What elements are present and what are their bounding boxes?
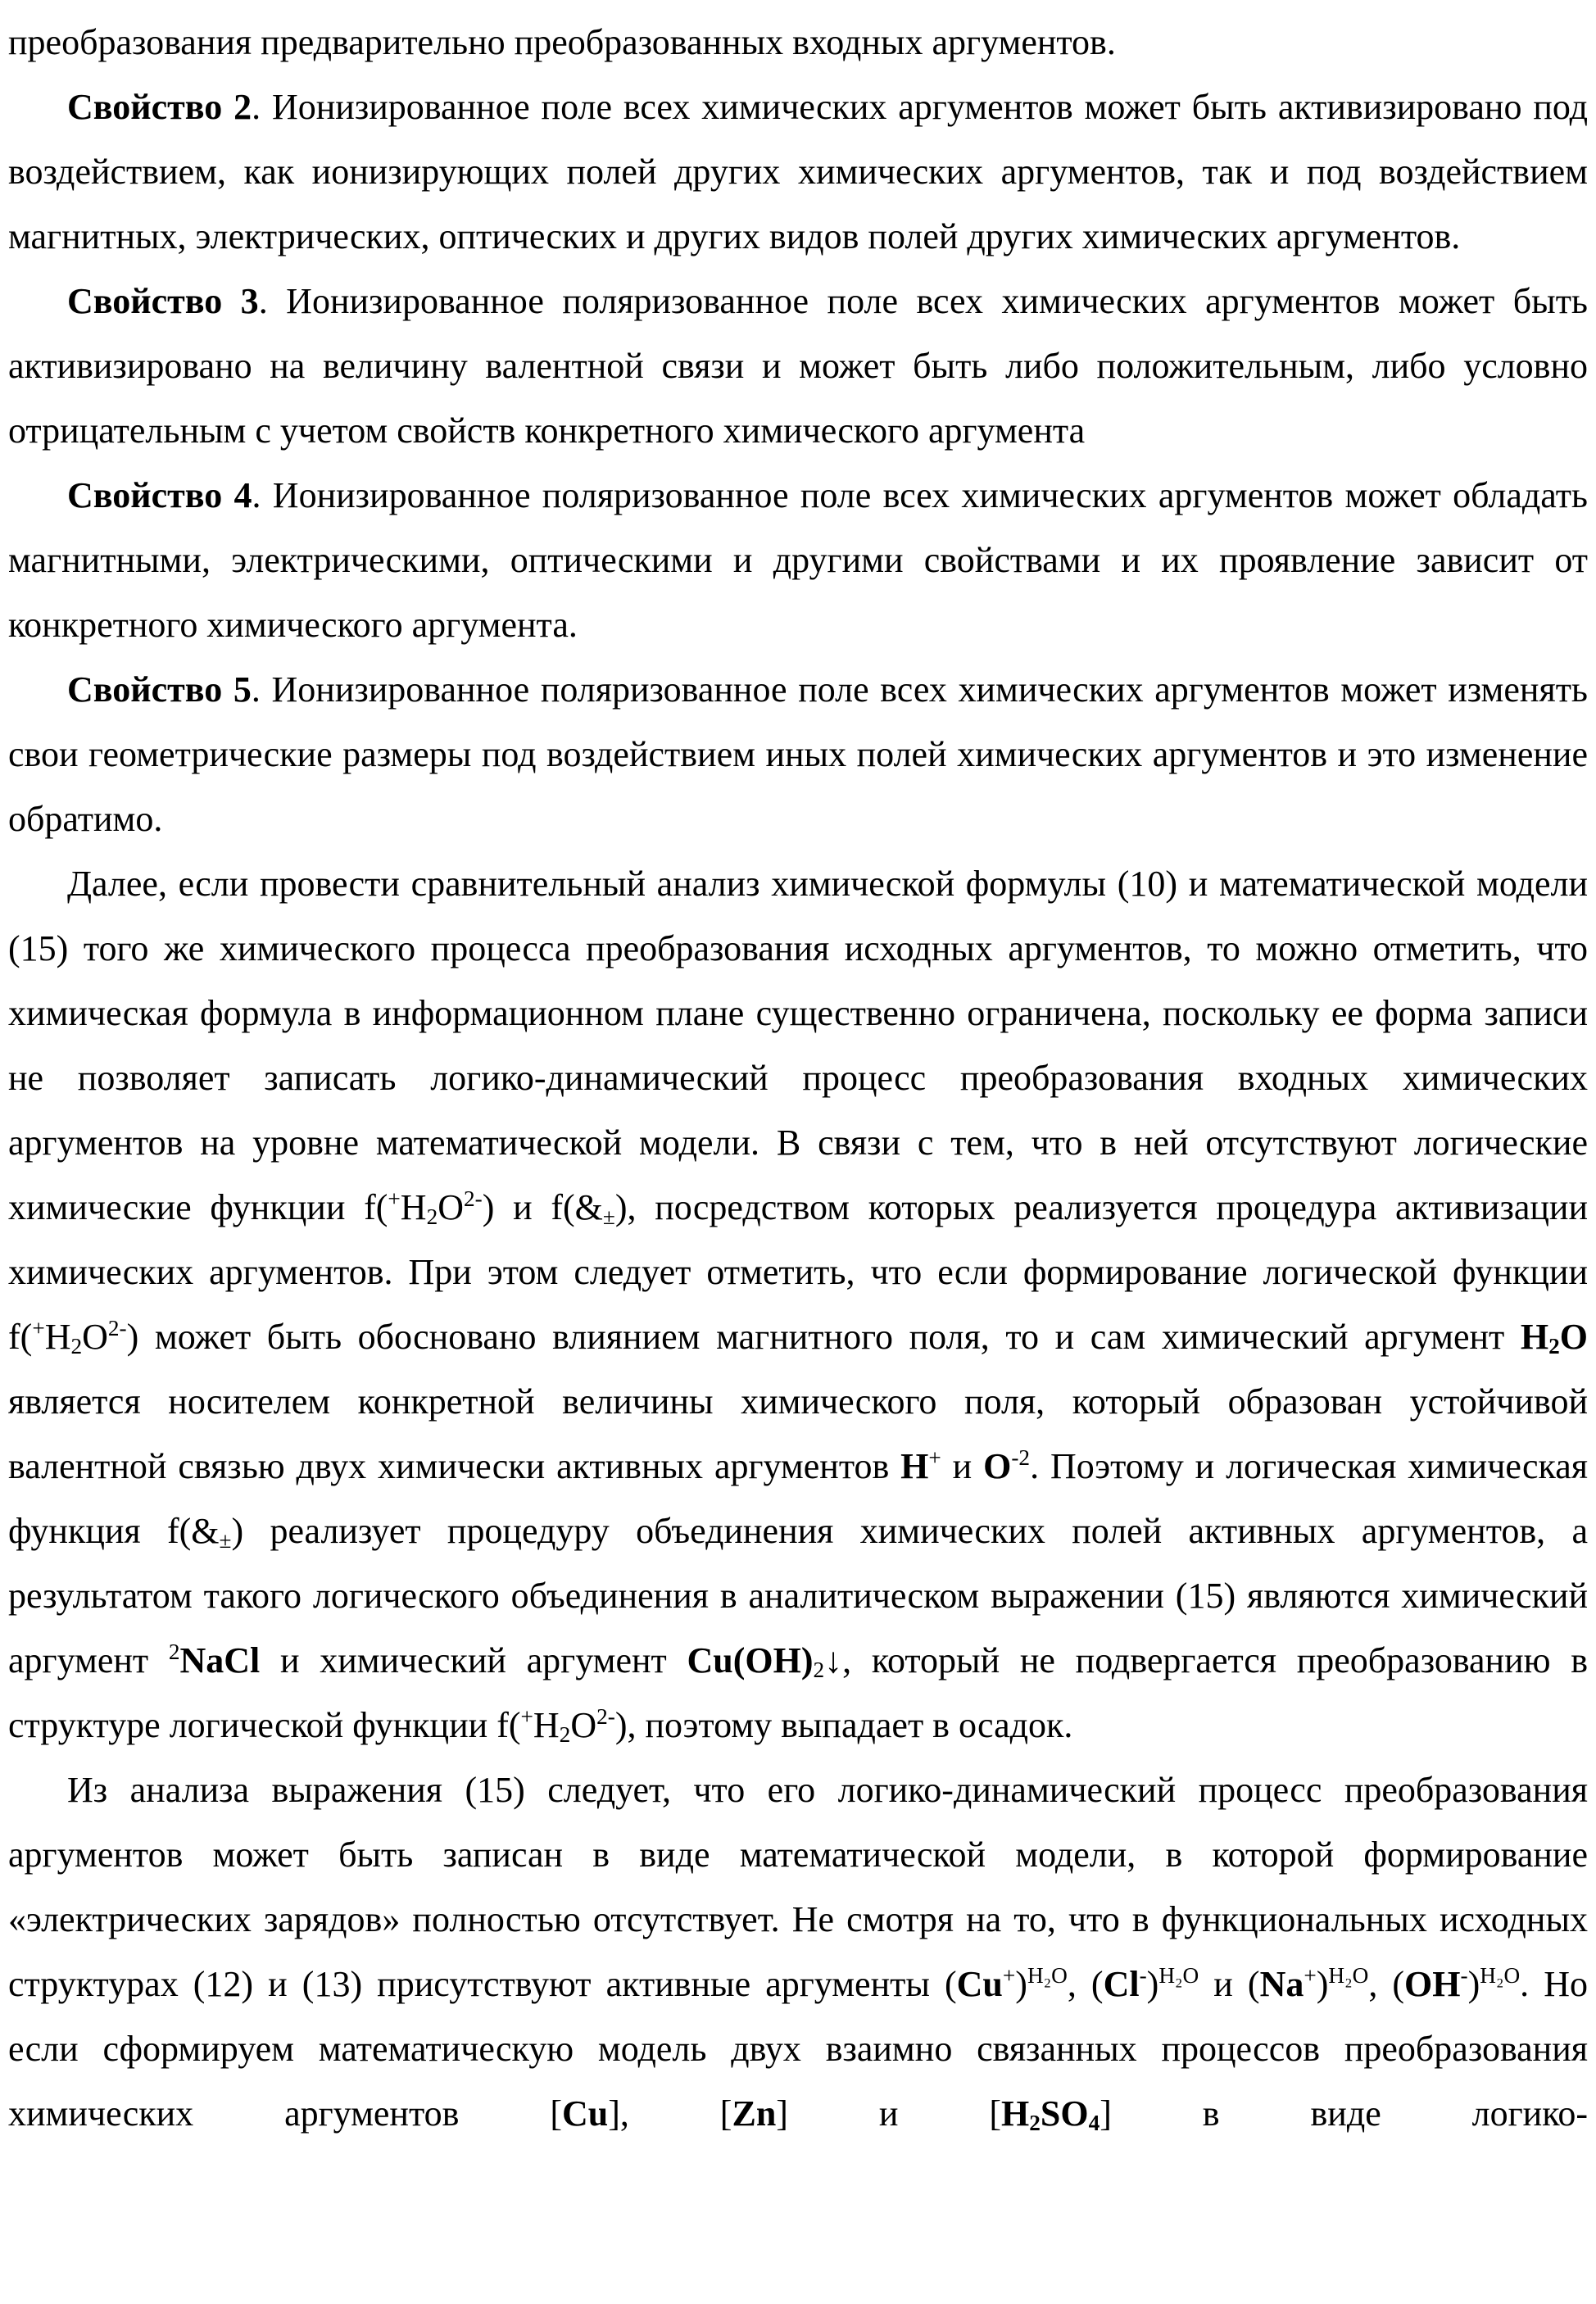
text-run: )	[1467, 1964, 1480, 2004]
text-run: ), поэтому выпадает в осадок.	[614, 1705, 1073, 1745]
text-run: ) реализует процедуру объединения химических полей активных аргументов, а результатом такого логического объединения в аналитическом выражении (15) являются химический аргумент	[8, 1511, 1588, 1680]
bold-text: SO	[1040, 2093, 1089, 2134]
superscript: -2	[1011, 1445, 1031, 1470]
text-run: является носителем конкретной величины химического поля, который образован устойчивой валентной связью двух химически активных аргументов	[8, 1381, 1588, 1486]
bold-text: Свойство 3	[67, 281, 259, 321]
bold-text: Свойство 5	[67, 669, 252, 710]
bold-text: Cu(OH)	[687, 1640, 814, 1680]
superscript: +	[928, 1445, 941, 1470]
subscript: 4	[1088, 2111, 1100, 2135]
bold-text: NaCl	[179, 1640, 261, 1680]
superscript: +	[388, 1186, 401, 1211]
subscript: 2	[1029, 2111, 1041, 2135]
text-run: H	[533, 1705, 560, 1745]
superscript: 2	[168, 1639, 180, 1664]
text-run: O	[82, 1317, 108, 1357]
bold-text: O	[983, 1446, 1012, 1486]
paragraph	[8, 851, 1588, 1757]
subscript: 2	[70, 1334, 83, 1358]
text-run: ] и [	[776, 2093, 1001, 2134]
text-run: H	[400, 1187, 427, 1227]
text-run: и химический аргумент	[260, 1640, 687, 1680]
bold-text: H	[900, 1446, 929, 1486]
subscript: 2	[559, 1722, 571, 1747]
subscript: 2	[813, 1658, 825, 1682]
superscript: +	[1304, 1962, 1317, 1988]
text-run: . Ионизированное поляризованное поле всех химических аргументов может изменять свои геометрические размеры под воздействием иных полей химических аргументов и это изменение обратимо.	[8, 669, 1588, 839]
text-run: Далее, если провести сравнительный анализ химической формулы (10) и математической модели (15) того же химического процесса преобразования исходных аргументов, то можно отметить, что химическая формула в информационном плане существенно ограничена, поскольку ее форма записи не позволяет записать логико-динамический процесс преобразования входных химических аргументов на уровне математической модели. В связи с тем, что в ней отсутствуют логические химические функции f(	[8, 864, 1588, 1227]
text-run: Из анализа выражения (15) следует, что его логико-динамический процесс преобразования аргументов может быть записан в виде математической модели, в которой формирование «электрических зарядов» полностью отсутствует. Не смотря на то, что в функциональных исходных структурах (12) и (13) присутствуют активные аргументы (	[8, 1770, 1588, 2004]
superscript: H₂O	[1027, 1962, 1068, 1988]
bold-text: Cl	[1103, 1964, 1140, 2004]
text-run: )	[1146, 1964, 1159, 2004]
bold-text: Zn	[732, 2093, 777, 2134]
document-body	[8, 10, 1588, 2146]
subscript: ±	[602, 1204, 615, 1229]
superscript: H₂O	[1158, 1962, 1199, 1988]
text-run: . Ионизированное поляризованное поле всех химических аргументов может обладать магнитными, электрическими, оптическими и другими свойствами и их проявление зависит от конкретного химического аргумента.	[8, 475, 1588, 645]
bold-text: OH	[1404, 1964, 1461, 2004]
superscript: H₂O	[1480, 1962, 1521, 1988]
text-run: O	[438, 1187, 464, 1227]
superscript: 2-	[107, 1315, 127, 1340]
bold-text: Свойство 2	[67, 87, 252, 127]
bold-text: Свойство 4	[67, 475, 252, 515]
superscript: -	[1460, 1962, 1468, 1988]
text-run: . Поэтому и логическая химическая функция f(&	[8, 1446, 1588, 1551]
paragraph	[8, 269, 1588, 463]
bold-text: H	[1001, 2093, 1030, 2134]
text-run: H	[44, 1317, 71, 1357]
bold-text: Na	[1259, 1964, 1304, 2004]
paragraph	[8, 463, 1588, 657]
paragraph	[8, 10, 1588, 75]
text-run: )	[1316, 1964, 1329, 2004]
superscript: 2-	[464, 1186, 483, 1211]
paragraph	[8, 75, 1588, 269]
subscript: ±	[219, 1528, 232, 1553]
bold-text: Cu	[561, 2093, 609, 2134]
superscript: +	[1002, 1962, 1016, 1988]
text-run: . Ионизированное поляризованное поле всех химических аргументов может быть активизировано на величину валентной связи и может быть либо положительным, либо условно отрицательным с учетом свойств конкретного химического аргумента	[8, 281, 1588, 451]
text-run: , (	[1368, 1964, 1405, 2004]
text-run: ↓, который не подвергается преобразованию в структуре логической функции f(	[8, 1640, 1589, 1745]
paragraph	[8, 657, 1588, 851]
text-run: O	[570, 1705, 597, 1745]
text-run: , (	[1067, 1964, 1104, 2004]
superscript: H₂O	[1328, 1962, 1369, 1988]
paragraph	[8, 1757, 1588, 2146]
text-run: и (	[1199, 1964, 1260, 2004]
superscript: +	[32, 1315, 45, 1340]
text-run: и	[941, 1446, 984, 1486]
text-run: преобразования предварительно преобразованных входных аргументов.	[8, 22, 1116, 62]
superscript: 2-	[596, 1703, 615, 1729]
subscript: 2	[1548, 1334, 1560, 1358]
bold-text: H	[1520, 1317, 1549, 1357]
text-run: ) может быть обосновано влиянием магнитного поля, то и сам химический аргумент	[126, 1317, 1521, 1357]
text-run: . Ионизированное поле всех химических аргументов может быть активизировано под воздействием, как ионизирующих полей других химических аргументов, так и под воздействием магнитных, электрических, оптических и других видов полей других химических аргументов.	[8, 87, 1588, 256]
superscript: -	[1139, 1962, 1147, 1988]
text-run: ), посредством которых реализуется процедура активизации химических аргументов. При этом следует отметить, что если формирование логической функции f(	[8, 1187, 1588, 1357]
subscript: 2	[426, 1204, 438, 1229]
bold-text: Cu	[956, 1964, 1003, 2004]
text-run: ) и f(&	[482, 1187, 603, 1227]
text-run: . Но если сформируем математическую модель двух взаимно связанных процессов преобразования химических аргументов [	[8, 1964, 1588, 2134]
text-run: ] в виде логико-	[1100, 2093, 1588, 2134]
superscript: +	[520, 1703, 533, 1729]
text-run: ], [	[608, 2093, 732, 2134]
text-run: )	[1015, 1964, 1027, 2004]
bold-text: O	[1559, 1317, 1588, 1357]
